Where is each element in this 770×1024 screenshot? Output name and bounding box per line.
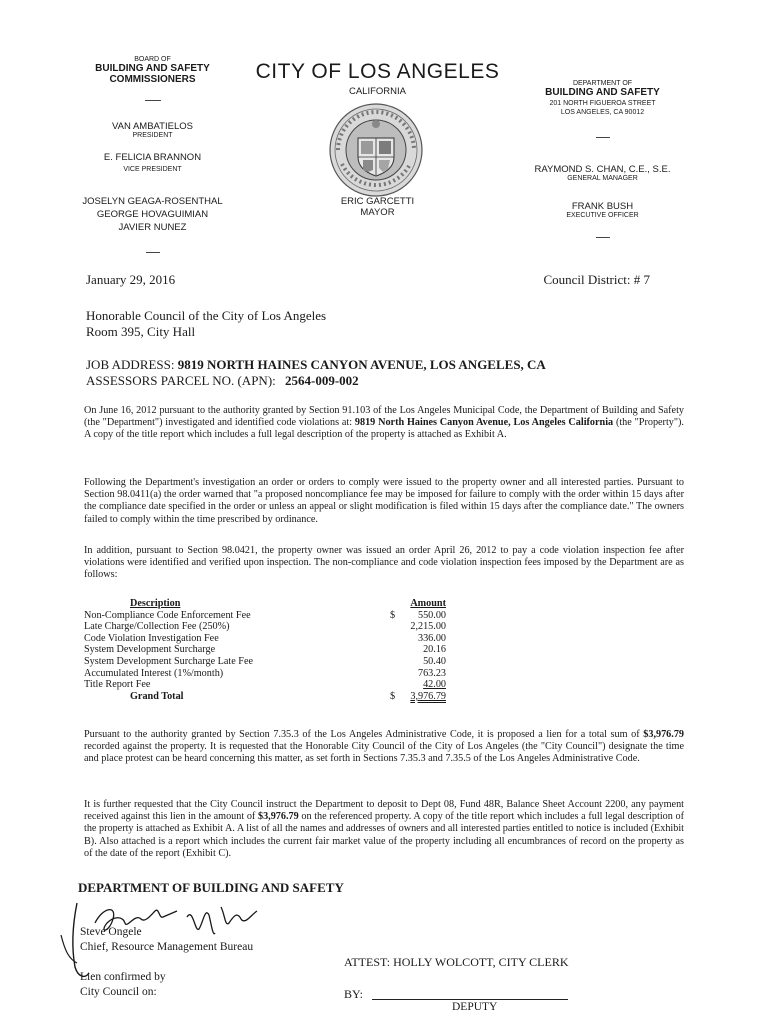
paragraph-text: Pursuant to the authority granted by Section 7.35.3 of the Los Angeles Administrative Code, it is proposed a lien for a total sum of	[84, 729, 644, 740]
city-header	[245, 60, 510, 97]
fee-row	[84, 610, 454, 622]
vice-president-name: E. FELICIA BRANNON	[103, 152, 202, 163]
paragraph-text: (the "Property"). A copy of the title report which includes a full legal description of the property is attached as Exhibit A.	[84, 417, 684, 441]
grand-total-amount: 3,976.79	[410, 690, 446, 702]
paragraph-text: It is further requested that the City Council instruct the Department to deposit to Dept 08, Fund 48R, Balance Sheet Account 2200, any payment received against this lien in the amount of	[84, 799, 684, 823]
lien-amount: $3,976.79	[643, 729, 684, 740]
department-address-line2: LOS ANGELES, CA 90012	[560, 109, 645, 116]
property-address-bold: 9819 North Haines Canyon Avenue, Los Angeles California	[354, 417, 614, 429]
paragraph-inspection-fee: In addition, pursuant to Section 98.0421, the property owner was issued an order April 26, 2012 to pay a code violation inspection fee after violations were identified and verified upon inspection. The non-compliance and code violation inspection fees imposed by the Department are as follows:	[84, 545, 684, 581]
job-address-value: 9819 NORTH HAINES CANYON AVENUE, LOS ANGELES, CA	[177, 357, 546, 372]
apn-value: 2564-009-002	[285, 373, 359, 388]
fee-total-row	[84, 691, 454, 703]
fee-amount: 550.00	[417, 609, 446, 621]
fee-row	[84, 679, 454, 691]
council-district: Council District: # 7	[543, 272, 650, 287]
commissioner-name: JAVIER NUNEZ	[118, 222, 187, 233]
fee-description: Non-Compliance Code Enforcement Fee	[84, 609, 251, 621]
signer-block	[80, 925, 253, 955]
fee-amount: 2,215.00	[410, 621, 446, 633]
city-seal-icon	[328, 102, 424, 198]
signer-title: Chief, Resource Management Bureau	[80, 941, 254, 953]
lien-confirmed-line2: City Council on:	[80, 986, 157, 998]
president-title: PRESIDENT	[132, 132, 173, 139]
vice-president-block	[70, 152, 235, 173]
fee-description: System Development Surcharge	[84, 644, 216, 656]
department-heading: DEPARTMENT OF BUILDING AND SAFETY	[78, 880, 344, 895]
fee-row	[84, 656, 454, 668]
paragraph-orders: Following the Department's investigation an order or orders to comply were issued to the property owner and all interested parties. Pursuant to Section 98.0411(a) the order warned that "a proposed noncompliance fee may be imposed for failure to comply with the order within 15 days after the compliance date specified in the order or unless an appeal or slight modification is filed within 15 days after the compliance date." The owners failed to comply within the time prescribed by ordinance.	[84, 477, 684, 525]
general-manager-block	[510, 164, 695, 182]
president-block	[70, 121, 235, 139]
divider	[146, 252, 160, 253]
lien-confirmation	[80, 970, 166, 1000]
department-name: BUILDING AND SAFETY	[545, 87, 660, 98]
divider	[596, 237, 610, 238]
fee-row	[84, 644, 454, 656]
recipient-line2: Room 395, City Hall	[86, 324, 196, 339]
city-name: CITY OF LOS ANGELES	[255, 60, 500, 83]
grand-total-label: Grand Total	[130, 690, 184, 702]
paragraph-violations	[84, 405, 684, 442]
board-name-line2: COMMISSIONERS	[109, 74, 196, 85]
divider	[145, 100, 161, 101]
fee-description: Code Violation Investigation Fee	[84, 632, 219, 644]
fee-row	[84, 668, 454, 680]
fee-amount: 763.23	[417, 667, 446, 679]
mayor-title: MAYOR	[360, 207, 395, 218]
attest-line: ATTEST: HOLLY WOLCOTT, CITY CLERK	[344, 955, 569, 969]
amount-header: Amount	[410, 598, 446, 609]
general-manager-name: RAYMOND S. CHAN, C.E., S.E.	[534, 164, 671, 175]
lien-amount: $3,976.79	[257, 811, 299, 823]
commissioner-name: GEORGE HOVAGUIMIAN	[96, 209, 209, 220]
currency-symbol: $	[390, 609, 396, 621]
paragraph-text: on the referenced property. A copy of the title report which includes a full legal description of the property is attached as Exhibit A. A list of all the names and addresses of owners and all interested parties entitled to notice is included (Exhibit B). Also attached is a report which includes the current fair market value of the property including all encumbrances of record on the property as of the date of the report (Exhibit C).	[84, 811, 684, 859]
lien-confirmed-line1: Lien confirmed by	[80, 971, 166, 983]
fee-amount: 20.16	[423, 644, 446, 656]
department-of-label: DEPARTMENT OF	[572, 80, 633, 87]
currency-symbol: $	[390, 690, 396, 702]
letter-date: January 29, 2016	[86, 272, 176, 287]
fee-amount: 336.00	[417, 632, 446, 644]
executive-officer-name: FRANK BUSH	[571, 201, 634, 212]
paragraph-text: On June 16, 2012 pursuant to the authority granted by Section 91.103 of the Los Angeles Municipal Code, the Department of Building and Safety (the "Department") investigated and identified code violations at:	[84, 405, 684, 429]
commissioner-name: JOSELYN GEAGA-ROSENTHAL	[82, 196, 223, 207]
divider	[596, 137, 610, 138]
president-name: VAN AMBATIELOS	[112, 121, 193, 132]
department-block	[520, 80, 685, 138]
board-block	[70, 56, 235, 101]
board-of-label: BOARD OF	[134, 56, 171, 63]
paragraph-text: recorded against the property. It is requested that the Honorable City Council of the City of Los Angeles (the "City Council") designate the time and place protest can be heard concerning this matter, as set forth in Sections 7.35.3 and 7.35.5 of the Los Angeles Administrative Code.	[84, 741, 684, 765]
department-address-line1: 201 NORTH FIGUEROA STREET	[549, 100, 656, 107]
recipient-line1: Honorable Council of the City of Los Angeles	[86, 308, 327, 323]
commissioners-list	[60, 195, 245, 253]
apn-label: ASSESSORS PARCEL NO. (APN):	[86, 373, 276, 388]
general-manager-title: GENERAL MANAGER	[567, 175, 638, 182]
state-name: CALIFORNIA	[348, 86, 406, 97]
fee-description: Late Charge/Collection Fee (250%)	[84, 621, 230, 633]
fee-table-header	[84, 598, 454, 610]
signature-line	[372, 999, 568, 1000]
vice-president-title: VICE PRESIDENT	[123, 166, 182, 173]
recipient-address	[86, 308, 326, 340]
fee-amount: 42.00	[423, 679, 446, 691]
mayor-name: ERIC GARCETTI	[340, 196, 415, 207]
fee-description: Title Report Fee	[84, 679, 151, 691]
fee-description: System Development Surcharge Late Fee	[84, 655, 253, 667]
description-header: Description	[130, 598, 181, 609]
paragraph-deposit-request	[84, 799, 684, 860]
fee-amount: 50.40	[423, 655, 446, 667]
executive-officer-title: EXECUTIVE OFFICER	[566, 212, 639, 219]
job-address-label: JOB ADDRESS:	[86, 357, 175, 372]
mayor-block	[300, 196, 455, 218]
board-name-line1: BUILDING AND SAFETY	[95, 63, 210, 74]
fee-row	[84, 621, 454, 633]
by-label: BY:	[344, 987, 363, 1001]
deputy-label: DEPUTY	[452, 1001, 498, 1013]
paragraph-lien-proposal	[84, 729, 684, 766]
signer-name: Steve Ongele	[80, 926, 142, 938]
job-address-block	[86, 357, 546, 389]
fee-description: Accumulated Interest (1%/month)	[84, 667, 224, 679]
executive-officer-block	[520, 201, 685, 238]
fee-table	[84, 598, 454, 702]
fee-row	[84, 633, 454, 645]
